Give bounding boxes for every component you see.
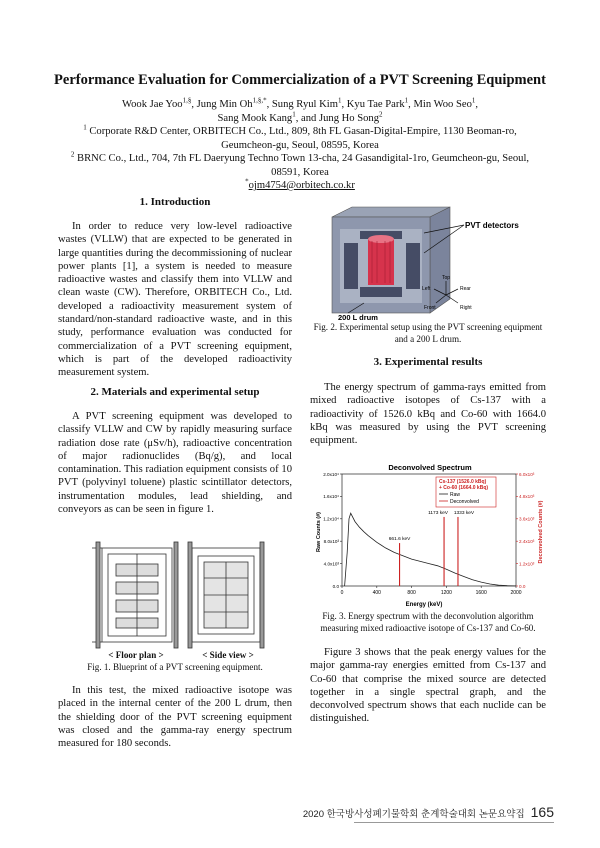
chart-title: Deconvolved Spectrum: [388, 463, 472, 472]
y2-tick-label: 0.0: [519, 583, 526, 589]
author-block: [60, 98, 540, 193]
chart-marks: [345, 510, 516, 586]
affiliation-sup: 1: [83, 123, 87, 132]
peak-annotation: 1333 keV: [453, 510, 475, 516]
setup-render: [326, 203, 546, 321]
chart-legend: [436, 477, 496, 507]
x-tick-label: 0: [340, 590, 344, 596]
legend-label-raw: Raw: [450, 492, 461, 498]
affiliation-2: [60, 152, 540, 166]
section-heading-introduction: 1. Introduction: [139, 196, 211, 208]
y-tick-label: 0.0: [332, 583, 339, 589]
y2-tick-label: 3.6x10³: [519, 516, 535, 522]
figure-3-caption: Fig. 3. Energy spectrum with the deconvolution algorithm measuring mixed radioactive isotope of Cs-137 and Co-60.: [320, 611, 536, 633]
x-tick-label: 1200: [440, 590, 452, 596]
fig2-axis-rear: Rear: [460, 286, 471, 292]
fig2-label-detectors: PVT detectors: [465, 221, 519, 230]
peak-annotation: 1173 keV: [428, 510, 449, 516]
fig2-axis-front: Front: [424, 305, 436, 311]
y2-tick-label: 2.4x10³: [519, 539, 535, 544]
author-sup: 2: [379, 109, 383, 118]
affiliation-1: [60, 125, 540, 139]
author-line-1: [60, 98, 540, 112]
introduction-paragraph: In order to reduce very low-level radioactive wastes (VLLW) that are expected to be generated in large quantities during the decommissioning of nuclear power plants [1], a system is needed to measure radioactive wastes and classify them into VLLW and clean waste (CW). Therefore, ORBITECH Co., Ltd. developed a radioactivity measurement system of standard/non-standard radioactive waste, and in this study, performance evaluation was conducted for commercialization of a PVT screening equipment, which is part of the developed radioactivity measurement system.: [58, 221, 292, 379]
spectrum-chart: [312, 460, 548, 608]
figure-1-side-label: < Side view >: [202, 650, 254, 660]
legend-label-deconvolved: Deconvolved: [450, 499, 479, 505]
author-name: ,: [475, 99, 479, 110]
author-sup: 1: [337, 96, 342, 105]
footer-rule: [354, 822, 554, 823]
figure-2-setup: [326, 203, 546, 321]
legend-text-1: Cs-137 (1526.0 kBq): [439, 479, 487, 485]
fig2-axis-left: Left: [422, 286, 431, 292]
fig2-axis-top: Top: [442, 275, 451, 281]
results-paragraph-2: Figure 3 shows that the peak energy values for the major gamma-ray energies emitted from Cs-137 and Co-60 that comprise the mixed source are detected together in a single spectral graph, and the deconvolved spectrum shows that each nuclide can be distinguished.: [310, 647, 546, 725]
methods-paragraph-2: In this test, the mixed radioactive isotope was placed in the internal center of the 200 L drum, then the shielding door of the PVT screening equipment was closed and the gamma-ray energy spectrum measured for 180 seconds.: [58, 685, 292, 750]
affiliation-text: Corporate R&D Center, ORBITECH Co., Ltd., 809, 8th FL Gasan-Digital-Empire, 1130 Beoman-ro,: [86, 126, 517, 137]
x-tick-label: 800: [407, 590, 416, 596]
fig2-label-drum: 200 L drum: [338, 313, 378, 321]
figure-3-chart: [312, 460, 548, 608]
y-tick-label: 1.2x10⁴: [323, 516, 339, 522]
figure-1-caption: Fig. 1. Blueprint of a PVT screening equipment.: [87, 662, 263, 672]
affiliation-text: BRNC Co., Ltd., 704, 7th FL Daeryung Techno Town 13-cha, 24 Gasandigital-1ro, Geumcheon-gu, Seoul,: [74, 153, 530, 164]
author-sup: 1: [292, 109, 296, 118]
email-link[interactable]: ojm4754@orbitech.co.kr: [248, 180, 355, 191]
email-sup: *: [245, 177, 249, 186]
author-name: , Kyu Tae Park: [341, 99, 405, 110]
y2-axis-label: Deconvolved Counts (#): [538, 500, 544, 564]
y2-tick-label: 4.8x10³: [519, 494, 535, 500]
fig2-axis-right: Right: [460, 305, 472, 311]
raw-spectrum-line: [345, 513, 516, 586]
author-name: Wook Jae Yoo: [121, 99, 183, 110]
figure-1-blueprint: [92, 538, 268, 650]
peak-annotation: 661.6 keV: [388, 537, 411, 543]
floor-plan-drawing: [92, 542, 178, 648]
paper-title: Performance Evaluation for Commercialization of a PVT Screening Equipment: [54, 72, 546, 88]
affiliation-1b: Geumcheon-gu, Seoul, 08595, Korea: [221, 139, 379, 151]
blueprint-drawing: [92, 538, 268, 650]
section-heading-methods: 2. Materials and experimental setup: [90, 386, 260, 398]
author-sup: 1: [471, 96, 476, 105]
results-paragraph: The energy spectrum of gamma-rays emitted from mixed radioactive isotopes of Cs-137 with a radioactivity of 1526.0 kBq and Co-60 with 1664.0 kBq was measured by using the PVT screening equipment.: [310, 382, 546, 447]
x-tick-label: 1600: [475, 590, 487, 596]
y-tick-label: 2.0x10⁴: [323, 471, 339, 477]
author-name: Sang Mook Kang: [217, 112, 293, 124]
author-sup: 1,§,*: [252, 96, 267, 105]
y2-tick-label: 6.0x10³: [519, 471, 535, 477]
page-footer: [303, 804, 554, 820]
author-name: , Jung Min Oh: [191, 99, 253, 110]
figure-1-floor-label: < Floor plan >: [108, 650, 164, 660]
y2-tick-label: 1.2x10³: [519, 561, 535, 567]
affiliation-2b: 08591, Korea: [271, 166, 329, 178]
page-number: 165: [530, 804, 554, 820]
author-name: , and Jung Ho Song: [295, 112, 380, 124]
x-axis-label: Energy (keV): [405, 602, 443, 608]
corresponding-email: [60, 179, 540, 193]
legend-text-2: + Co-60 (1664.0 kBq): [439, 485, 489, 491]
y-tick-label: 8.0x10³: [323, 539, 339, 544]
y-axis-label: Raw Counts (#): [316, 511, 322, 553]
figure-2-caption: Fig. 2. Experimental setup using the PVT screening equipment and a 200 L drum.: [313, 322, 543, 344]
methods-paragraph: A PVT screening equipment was developed to classify VLLW and CW by rapidly measuring surface radiation dose rate (μSv/h), radioactive concentration of major radionuclides (Bq/g), and local contamination. This radiation equipment consists of 10 PVT (polyvinyl toluene) plastic scintillator detectors, instrumentation modules, lead shielding, and conveyors as can be seen in figure 1.: [58, 411, 292, 516]
author-name: , Sung Ryul Kim: [266, 99, 338, 110]
affiliation-sup: 2: [70, 150, 75, 159]
y-tick-label: 1.6x10⁴: [323, 494, 339, 500]
section-heading-results: 3. Experimental results: [373, 356, 483, 368]
x-tick-label: 400: [372, 590, 381, 596]
author-sup: 1: [404, 96, 409, 105]
author-sup: 1,§: [182, 96, 192, 105]
chart-ticks: [323, 472, 535, 596]
x-tick-label: 2000: [510, 590, 522, 596]
side-view-drawing: [188, 542, 264, 648]
journal-name: 2020 한국방사성폐기물학회 춘계학술대회 논문요약집: [302, 809, 525, 820]
author-name: , Min Woo Seo: [408, 99, 472, 110]
author-line-2: [60, 109, 540, 126]
y-tick-label: 4.0x10³: [323, 561, 339, 567]
